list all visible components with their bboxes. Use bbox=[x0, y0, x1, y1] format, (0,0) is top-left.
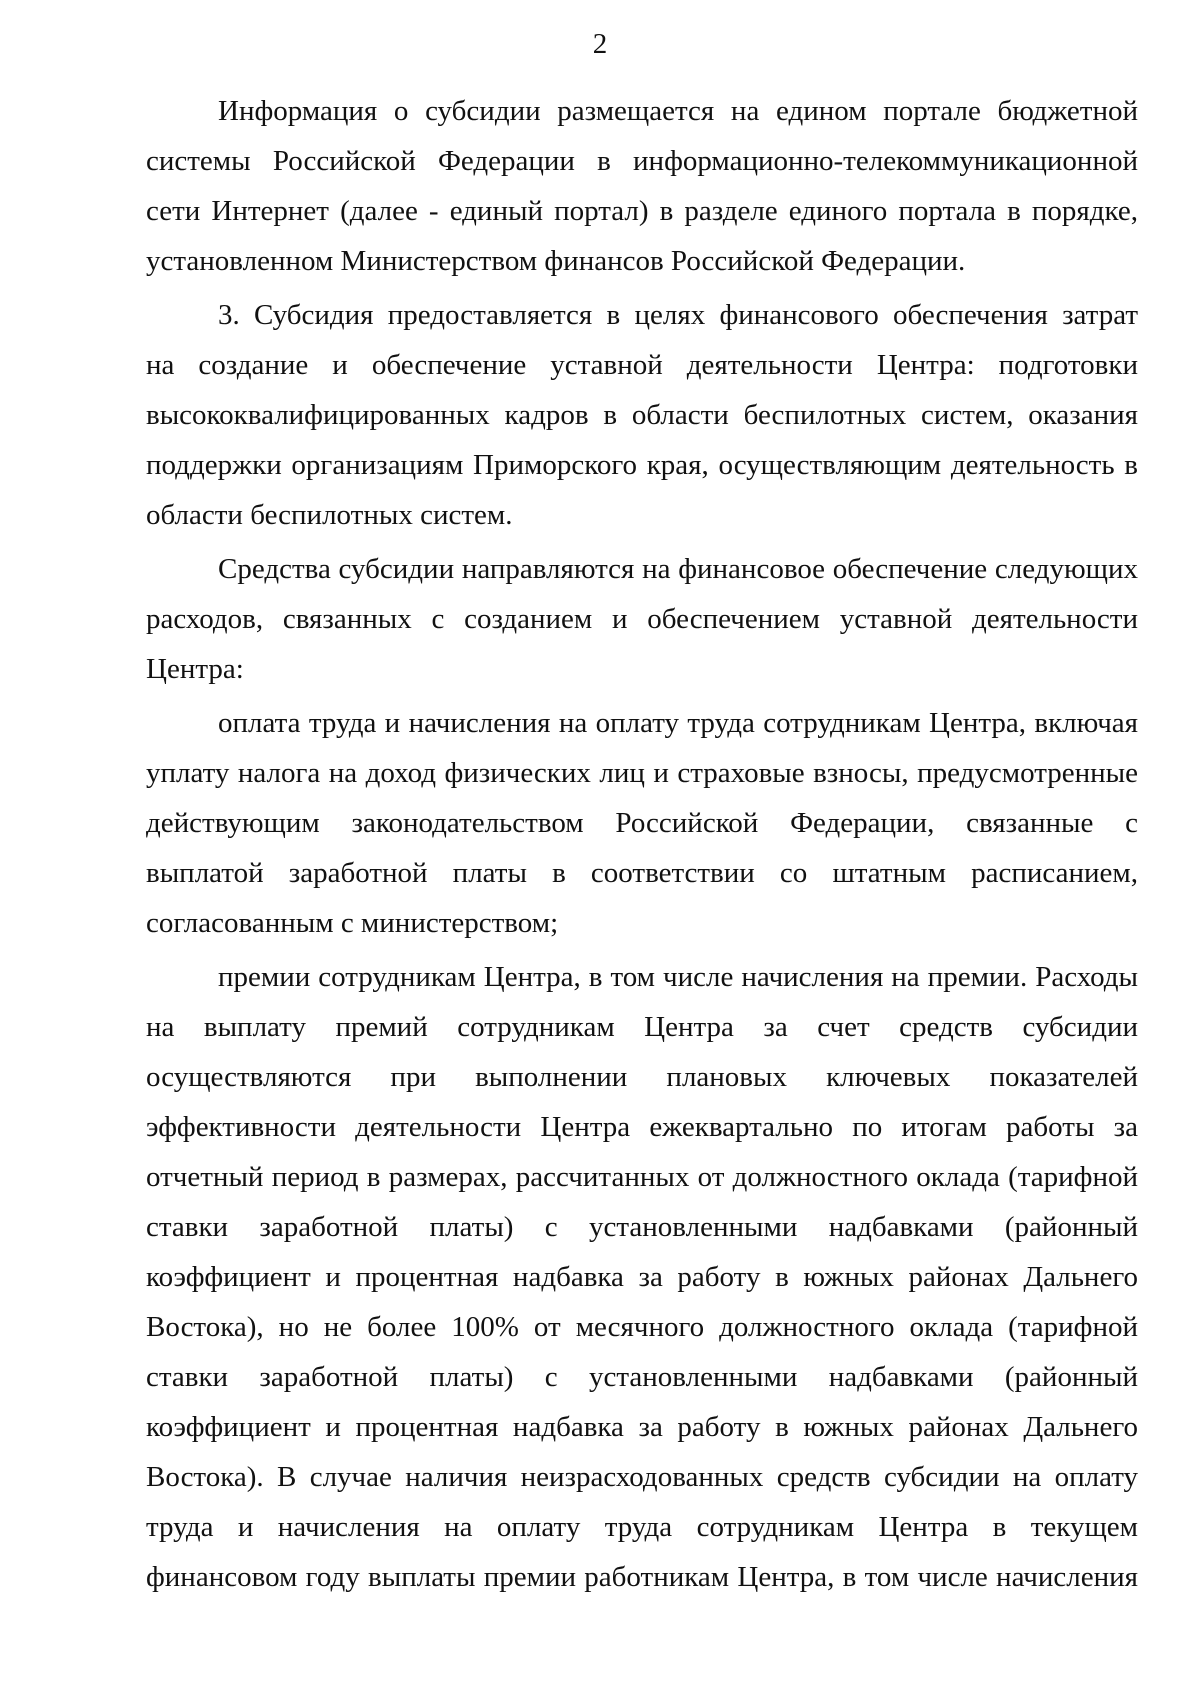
text-line: Информация о субсидии размещается на едином портале бюджетной bbox=[218, 95, 1138, 127]
text-line: финансовом году выплаты премии работникам Центра, в том числе начисления bbox=[146, 1561, 1138, 1593]
text-line: осуществляются при выполнении плановых ключевых показателей bbox=[146, 1061, 1138, 1093]
text-line: 3. Субсидия предоставляется в целях финансового обеспечения затрат bbox=[218, 299, 1138, 331]
text-line: коэффициент и процентная надбавка за работу в южных районах Дальнего bbox=[146, 1261, 1138, 1293]
paragraph bbox=[146, 952, 1138, 1602]
document-body bbox=[146, 86, 1138, 1602]
page-number: 2 bbox=[592, 28, 608, 60]
text-line: высококвалифицированных кадров в области беспилотных систем, оказания bbox=[146, 399, 1138, 431]
text-line: эффективности деятельности Центра ежеквартально по итогам работы за bbox=[146, 1111, 1138, 1143]
text-line: расходов, связанных с созданием и обеспечением уставной деятельности bbox=[146, 603, 1138, 635]
text-line: Востока), но не более 100% от месячного должностного оклада (тарифной bbox=[146, 1311, 1138, 1343]
text-line: действующим законодательством Российской Федерации, связанные с bbox=[146, 807, 1138, 839]
text-line: труда и начисления на оплату труда сотрудникам Центра в текущем bbox=[146, 1511, 1138, 1543]
text-line: поддержки организациям Приморского края, осуществляющим деятельность в bbox=[146, 449, 1138, 481]
text-line: сети Интернет (далее - единый портал) в разделе единого портала в порядке, bbox=[146, 195, 1138, 227]
text-line: ставки заработной платы) с установленными надбавками (районный bbox=[146, 1211, 1138, 1243]
text-line: Центра: bbox=[146, 653, 244, 685]
text-line: оплата труда и начисления на оплату труда сотрудникам Центра, включая bbox=[218, 707, 1138, 739]
paragraph bbox=[146, 544, 1138, 694]
text-line: согласованным с министерством; bbox=[146, 907, 559, 939]
text-line: на создание и обеспечение уставной деятельности Центра: подготовки bbox=[146, 349, 1138, 381]
text-line: отчетный период в размерах, рассчитанных от должностного оклада (тарифной bbox=[146, 1161, 1138, 1193]
text-line: системы Российской Федерации в информационно-телекоммуникационной bbox=[146, 145, 1138, 177]
text-line: Востока). В случае наличия неизрасходованных средств субсидии на оплату bbox=[146, 1461, 1138, 1493]
paragraph bbox=[146, 290, 1138, 540]
paragraph bbox=[146, 698, 1138, 948]
text-line: на выплату премий сотрудникам Центра за счет средств субсидии bbox=[146, 1011, 1138, 1043]
text-line: премии сотрудникам Центра, в том числе начисления на премии. Расходы bbox=[218, 961, 1138, 993]
text-line: Средства субсидии направляются на финансовое обеспечение следующих bbox=[218, 553, 1138, 585]
text-line: коэффициент и процентная надбавка за работу в южных районах Дальнего bbox=[146, 1411, 1138, 1443]
text-line: выплатой заработной платы в соответствии со штатным расписанием, bbox=[146, 857, 1138, 889]
text-line: уплату налога на доход физических лиц и страховые взносы, предусмотренные bbox=[146, 757, 1138, 789]
text-line: области беспилотных систем. bbox=[146, 499, 513, 531]
text-line: ставки заработной платы) с установленными надбавками (районный bbox=[146, 1361, 1138, 1393]
text-line: установленном Министерством финансов Российской Федерации. bbox=[146, 245, 966, 277]
paragraph bbox=[146, 86, 1138, 286]
